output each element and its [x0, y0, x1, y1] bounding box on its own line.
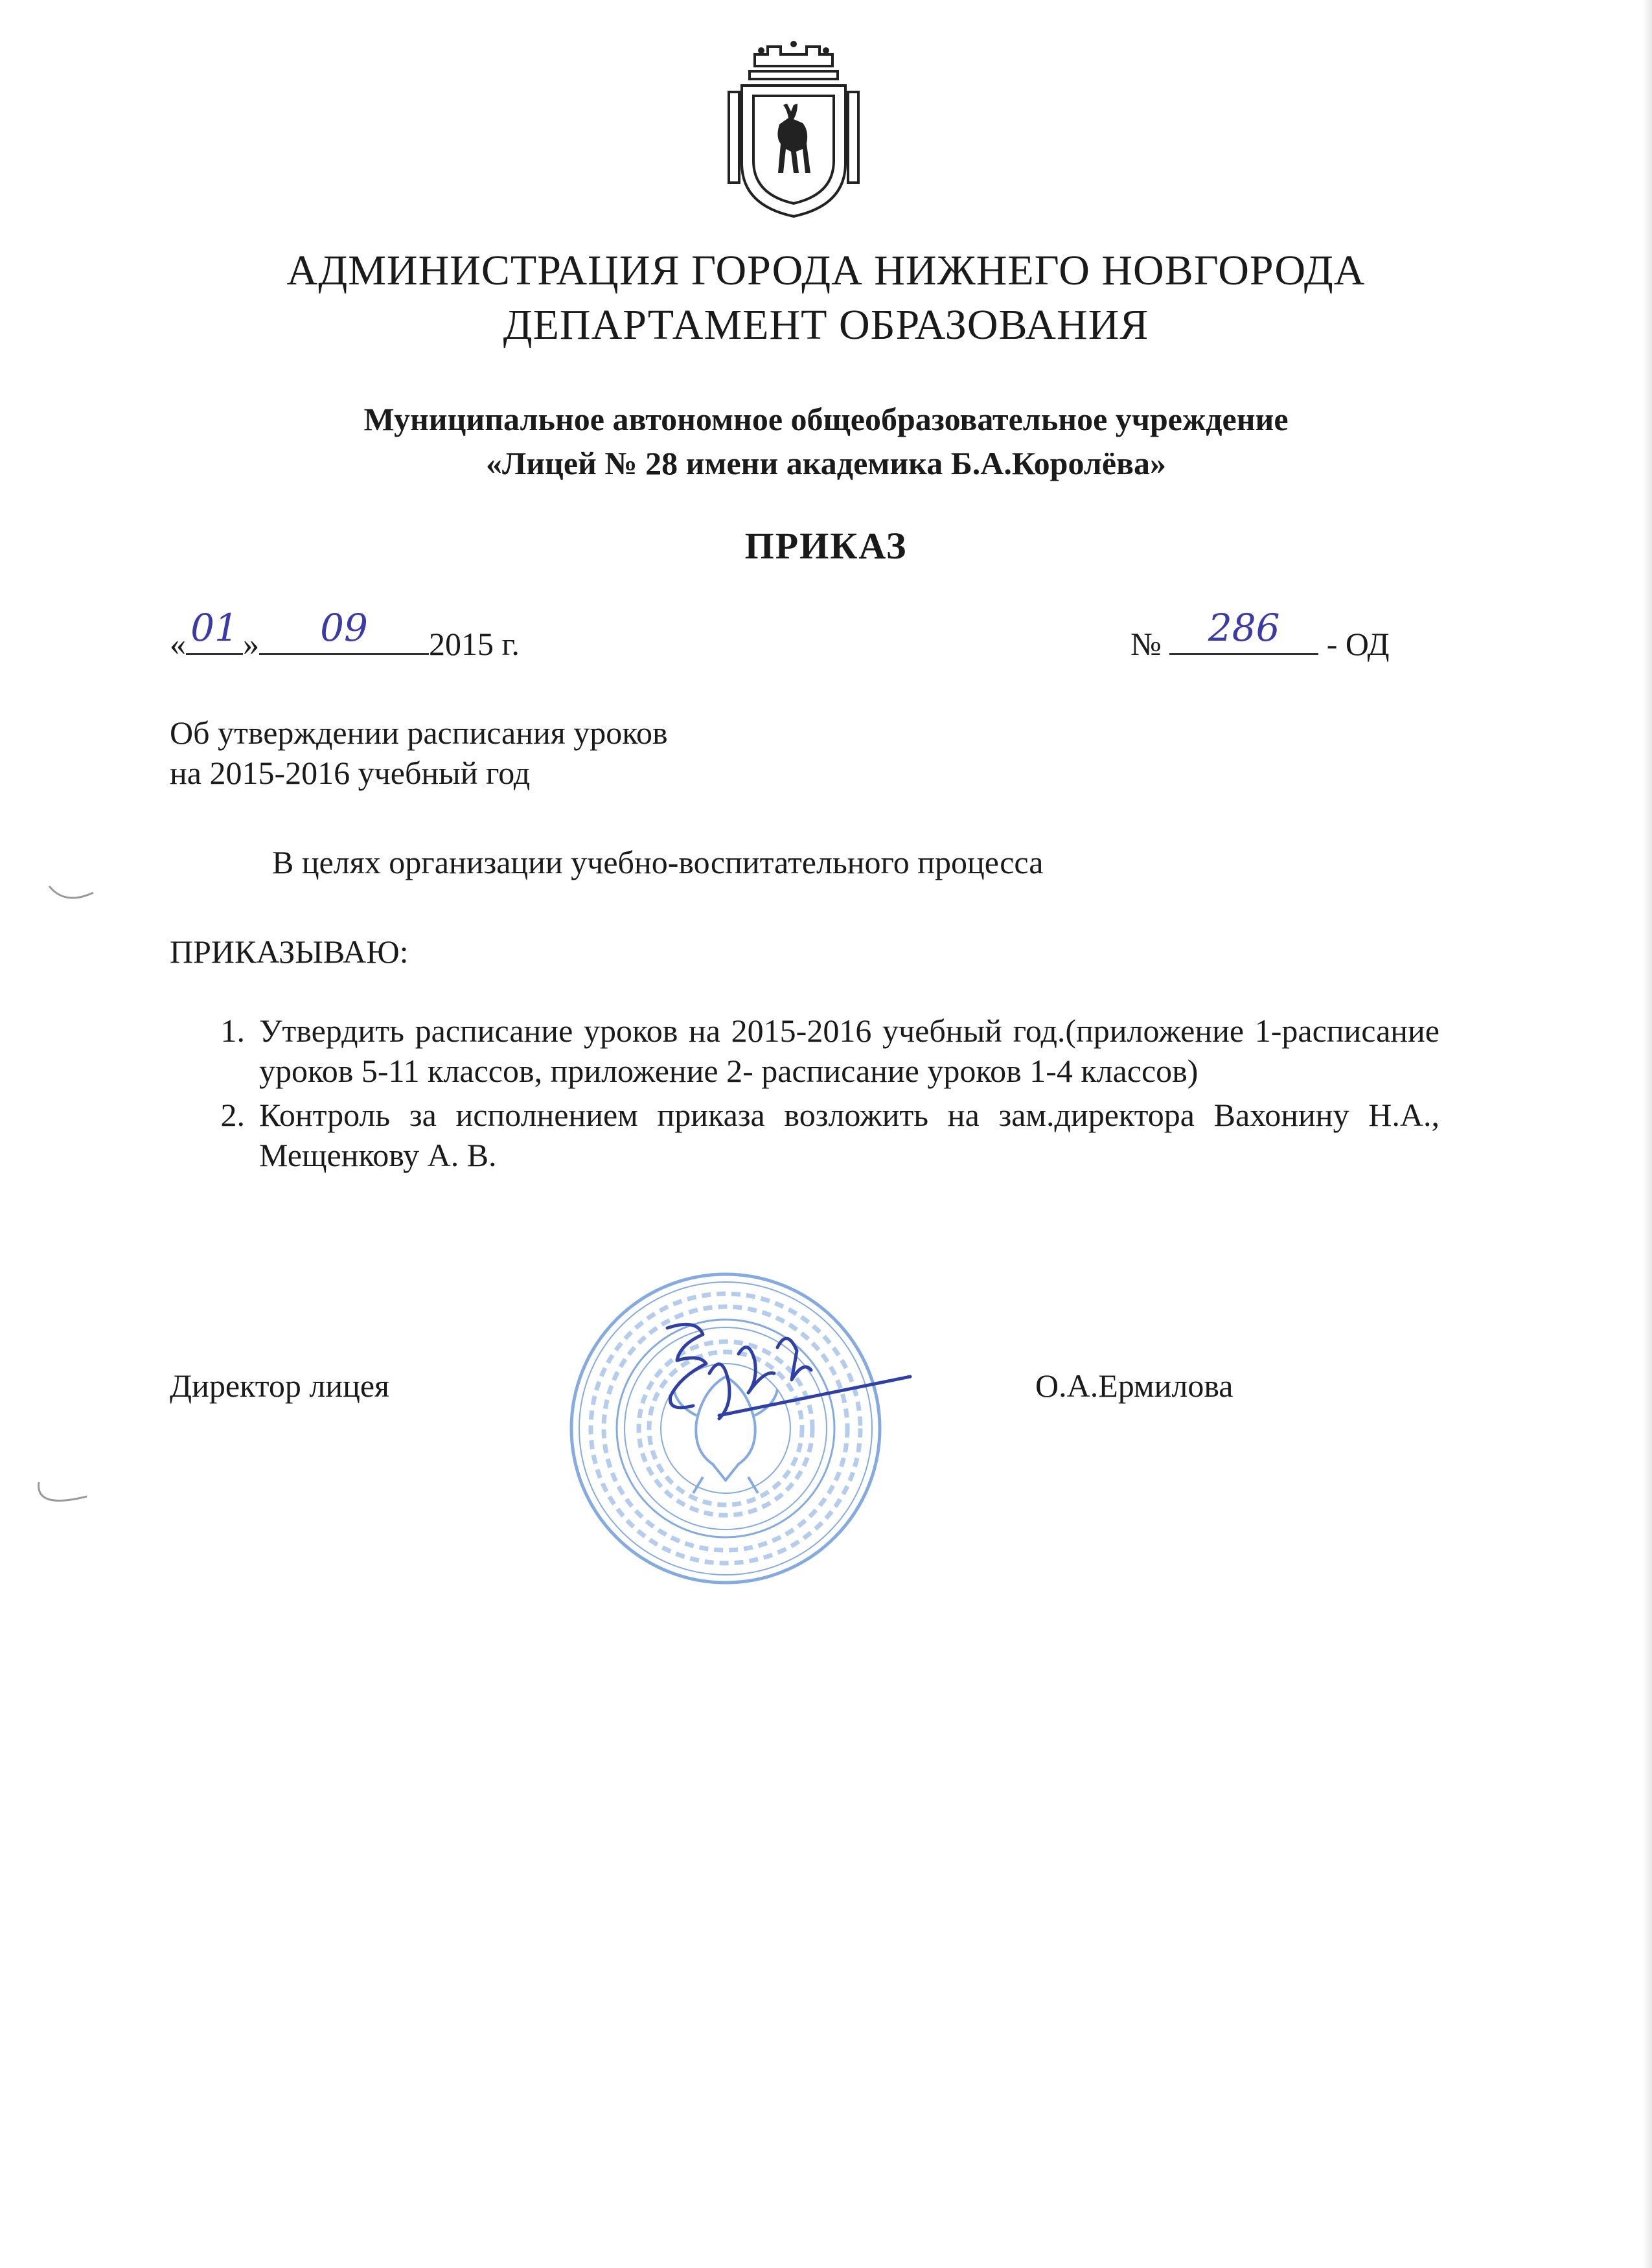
coat-of-arms-icon — [716, 40, 871, 222]
date-year: 2015 г. — [429, 626, 520, 662]
subject-line-2: на 2015-2016 учебный год — [170, 755, 531, 791]
number-prefix: № — [1130, 626, 1162, 662]
order-date — [170, 606, 520, 664]
order-items-list — [170, 1011, 1440, 1179]
date-day-handwritten: 01 — [190, 606, 238, 650]
date-month-handwritten: 09 — [320, 606, 368, 650]
list-item-number: 1. — [220, 1013, 245, 1049]
subject-line-1: Об утверждении расписания уроков — [170, 715, 668, 751]
list-item — [170, 1095, 1440, 1175]
order-number — [1130, 606, 1390, 664]
list-item-number: 2. — [220, 1097, 245, 1133]
order-word: ПРИКАЗЫВАЮ: — [170, 934, 409, 970]
list-item-text: Контроль за исполнением приказа возложить на зам.директора Вахонину Н.А., Мещенкову А. В. — [259, 1097, 1440, 1173]
hole-punch-mark-icon — [45, 881, 97, 907]
director-signature — [641, 1315, 913, 1425]
lyceum-name: «Лицей № 28 имени академика Б.А.Королёва» — [485, 445, 1167, 481]
number-suffix: - ОД — [1326, 626, 1390, 662]
date-month-field — [259, 606, 429, 655]
date-open-quote: « — [170, 626, 186, 662]
signer-name: О.А.Ермилова — [1035, 1368, 1233, 1404]
list-item-text: Утвердить расписание уроков на 2015-2016 учебный год.(приложение 1-расписание уроков 5-11 классов, приложение 2- расписание уроков 1-4 классов) — [259, 1013, 1440, 1089]
number-field — [1169, 606, 1318, 655]
administration-title: АДМИНИСТРАЦИЯ ГОРОДА НИЖНЕГО НОВГОРОДА — [286, 247, 1366, 294]
number-handwritten: 286 — [1208, 606, 1280, 650]
list-item — [170, 1011, 1440, 1091]
organization-name: Муниципальное автономное общеобразовательное учреждение — [363, 401, 1289, 437]
intro-paragraph: В целях организации учебно-воспитательного процесса — [272, 844, 1044, 880]
hole-punch-mark-icon — [34, 1477, 92, 1516]
signer-position: Директор лицея — [170, 1368, 390, 1404]
document-type-title: ПРИКАЗ — [744, 525, 908, 567]
department-title: ДЕПАРТАМЕНТ ОБРАЗОВАНИЯ — [503, 301, 1149, 349]
date-day-field — [186, 606, 243, 655]
date-close-quote: » — [243, 626, 259, 662]
